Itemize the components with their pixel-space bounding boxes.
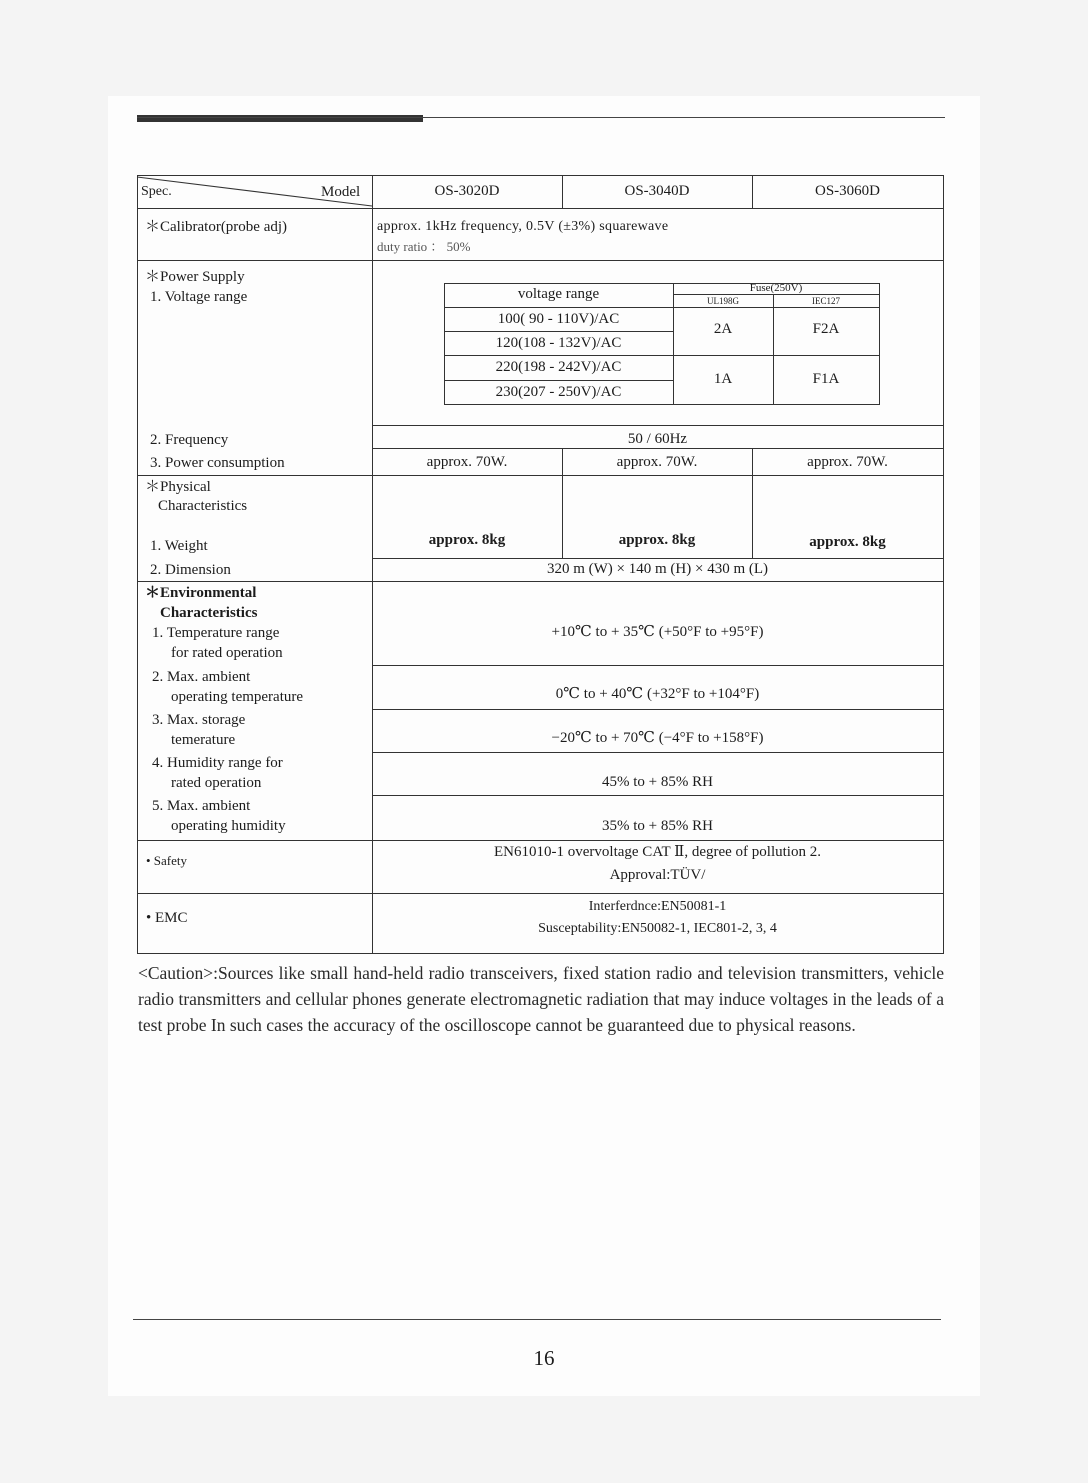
power-consumption-label: 3. Power consumption xyxy=(150,455,285,471)
footer-rule xyxy=(133,1319,941,1320)
voltage-range-header: voltage range xyxy=(517,286,600,302)
fuse-sub-ul: UL198G xyxy=(707,296,739,306)
env-item-4-label: 4. Humidity range for xyxy=(152,755,283,771)
voltage-row-4: 230(207 - 250V)/AC xyxy=(495,384,622,400)
voltage-range-label: 1. Voltage range xyxy=(150,289,248,305)
power-consumption-col-3: approx. 70W. xyxy=(807,454,888,470)
physical-label-line-2: Characteristics xyxy=(158,498,248,514)
env-item-5-label: 5. Max. ambient xyxy=(152,798,251,814)
power-supply-label: ＊Power Supply xyxy=(145,269,245,285)
safety-label: • Safety xyxy=(146,853,188,868)
calibrator-label: ＊Calibrator(probe adj) xyxy=(145,219,288,235)
fuse-header: Fuse(250V) xyxy=(749,282,803,294)
calibrator-line-2: duty ratio ： 50% xyxy=(377,239,471,254)
environmental-label: ＊Environmental xyxy=(145,585,257,601)
env-item-2-label-2: operating temperature xyxy=(171,689,304,705)
fuse-sub-iec: IEC127 xyxy=(812,296,840,306)
env-item-5-value: 35% to + 85% RH xyxy=(602,818,713,834)
header-rule-thin xyxy=(137,117,945,118)
dimension-label: 2. Dimension xyxy=(150,562,231,578)
env-item-3-value: −20℃ to + 70℃ (−4°F to +158°F) xyxy=(551,730,764,746)
power-consumption-col-2: approx. 70W. xyxy=(616,454,698,470)
weight-col-2: approx. 8kg xyxy=(618,532,696,548)
env-item-1-value: +10℃ to + 35℃ (+50°F to +95°F) xyxy=(551,624,764,640)
env-item-2-value: 0℃ to + 40℃ (+32°F to +104°F) xyxy=(555,686,760,702)
model-header-label: Model xyxy=(321,184,361,200)
model-col-2: OS-3040D xyxy=(624,183,690,199)
safety-line-1: EN61010-1 overvoltage CAT Ⅱ, degree of pollution 2. xyxy=(494,844,821,860)
env-item-1-label-2: for rated operation xyxy=(171,645,283,661)
fuse-ul-group-2: 1A xyxy=(713,371,733,387)
calibrator-line-1: approx. 1kHz frequency, 0.5V (±3%) squarewave xyxy=(377,219,669,234)
emc-label: • EMC xyxy=(146,910,188,926)
power-consumption-col-1: approx. 70W. xyxy=(426,454,508,470)
fuse-ul-group-1: 2A xyxy=(713,321,733,337)
env-item-3-label: 3. Max. storage xyxy=(152,712,246,728)
env-item-3-label-2: temerature xyxy=(171,732,236,748)
frequency-label: 2. Frequency xyxy=(150,432,229,448)
physical-label: ＊Physical xyxy=(145,479,211,495)
weight-label: 1. Weight xyxy=(150,538,208,554)
voltage-row-3: 220(198 - 242V)/AC xyxy=(495,359,622,375)
emc-line-1: Interferdnce:EN50081-1 xyxy=(588,899,727,914)
weight-col-1: approx. 8kg xyxy=(428,532,506,548)
env-item-2-label: 2. Max. ambient xyxy=(152,669,251,685)
voltage-row-2: 120(108 - 132V)/AC xyxy=(495,335,622,351)
voltage-row-1: 100( 90 - 110V)/AC xyxy=(497,311,620,327)
dimension-value: 320 m (W) × 140 m (H) × 430 m (L) xyxy=(546,561,769,577)
fuse-iec-group-1: F2A xyxy=(812,321,840,337)
weight-col-3: approx. 8kg xyxy=(809,534,886,550)
model-col-1: OS-3020D xyxy=(434,183,500,199)
env-item-1-label: 1. Temperature range xyxy=(152,625,280,641)
env-item-5-label-2: operating humidity xyxy=(171,818,286,834)
page-number: 16 xyxy=(533,1346,555,1370)
env-item-4-value: 45% to + 85% RH xyxy=(602,774,713,790)
caution-paragraph: <Caution>:Sources like small hand-held radio transceivers, fixed station radio and television transmitters, vehicle radio transmitters and cellular phones generate electromagnetic radiation that may induce voltages in the leads of a test probe In such cases the accuracy of the oscilloscope cannot be guaranteed due to physical reasons. xyxy=(138,963,944,1035)
environmental-label-line-2: Characteristics xyxy=(160,605,258,621)
spec-header-label: Spec. xyxy=(141,184,172,199)
model-col-3: OS-3060D xyxy=(814,183,880,199)
fuse-iec-group-2: F1A xyxy=(812,371,840,387)
frequency-value: 50 / 60Hz xyxy=(627,431,688,447)
env-item-4-label-2: rated operation xyxy=(171,775,262,791)
emc-line-2: Susceptability:EN50082-1, IEC801-2, 3, 4 xyxy=(538,921,777,936)
safety-line-2: Approval:TÜV/ xyxy=(609,867,706,883)
